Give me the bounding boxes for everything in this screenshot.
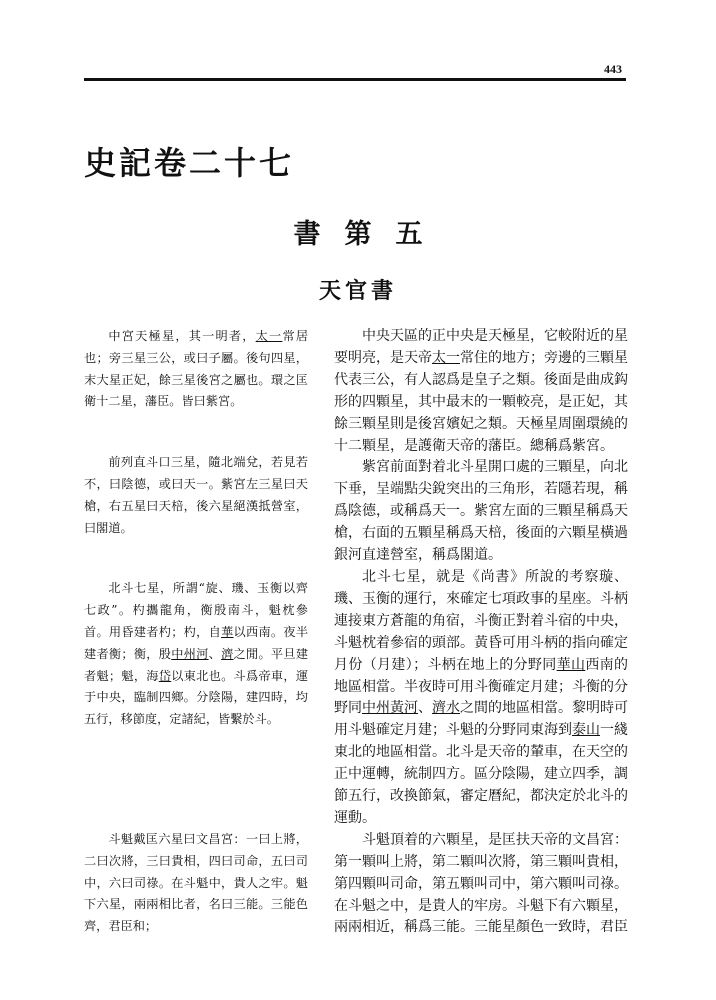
chapter-title: 天官書 [318,279,397,304]
text-run: 常居也；旁三星三公，或曰子屬。後句四星，末大星正妃，餘三星後宮之屬也。環之匡衛十二星，藩臣。皆曰紫宮。 [84,329,309,409]
header-rule [84,78,626,81]
classical-paragraph [84,578,308,731]
text-run: 北斗七星，就是《尚書》所說的考察璇、璣、玉衡的運行，來確定七項政事的星座。斗柄連接東方蒼龍的角宿，斗衡正對着斗宿的中央，斗魁枕着參宿的頭部。黃昏可用斗柄的指向確定月份（月建）；斗柄在地上的分野同 [334,568,628,673]
page-number: 443 [604,62,622,76]
modern-paragraph [334,567,628,830]
text-run: 西南的地區相當。半夜時可用斗衡確定月建；斗衡的分野同 [334,656,629,717]
modern-paragraph: 紫宮前面對着北斗星開口處的三顆星，向北下垂，呈端點尖銳突出的三角形，若隱若現，稱爲陰德，或稱爲天一。紫宮左面的三顆星稱爲天槍，右面的五顆星稱爲天棓，後面的六顆星橫過銀河直達營室，稱爲閣道。 [334,459,628,564]
text-run: 以東北也。斗爲帝車，運于中央，臨制四鄉。分陰陽，建四時，均五行，移節度，定諸紀，皆繫於斗。 [84,668,309,727]
underlined-name: 華 [221,624,234,639]
modern-paragraph [334,326,628,457]
underlined-name: 中州 [362,700,390,717]
text-run: 一綫東北的地區相當。北斗是天帝的輦車，在天空的正中運轉，統制四方。區分陰陽，建立四季，調節五行，改換節氣，審定曆紀，都決定於北斗的運動。 [334,722,628,826]
classical-text-column [84,326,308,938]
underlined-name: 黃河 [390,700,418,717]
section-title: 書第五 [293,219,447,250]
underlined-name: 泰山 [572,722,600,739]
text-run: 北斗七星，所謂“旋、璣、玉衡以齊七政”。杓攜龍角，衡殷南斗，魁枕參首。用昏建者杓；杓，自 [84,581,308,639]
volume-title: 史記卷二十七 [84,144,295,182]
underlined-name: 濟水 [432,700,460,717]
text-run: 中宮天極星，其一明者， [108,329,256,343]
text-run: 之間的地區相當。黎明時可用斗魁確定月建；斗魁的分野同東海到 [334,700,628,739]
text-run: 常住的地方；旁邊的三顆星代表三公，有人認爲是皇子之類。後面是曲成鈎形的四顆星，其中最末的一顆較亮，是正妃，其餘三顆星則是後宮嬪妃之類。天極星周圍環繞的十二顆星，是護衛天帝的藩臣。總稱爲紫宮。 [334,349,628,454]
classical-paragraph: 斗魁戴匡六星曰文昌宮：一曰上將，二曰次將，三曰貴相，四曰司命，五曰司中，六曰司祿。在斗魁中，貴人之牢。魁下六星，兩兩相比者，名曰三能。三能色齊，君臣和； [84,831,308,934]
text-run: 以西南。夜半建者衡；衡，殷 [84,624,309,661]
text-run: 中央天區的正中央是天極星，它較附近的星要明亮，是天帝 [334,328,628,366]
text-run: 之閒。平旦建者魁；魁，海 [84,646,309,683]
underlined-name: 岱 [158,668,172,683]
classical-paragraph [84,326,308,413]
classical-paragraph: 前列直斗口三星，隨北端兌，若見若不，曰陰德，或曰天一。紫宮左三星曰天槍，右五星曰天棓，後六星絕漢抵營室，曰閣道。 [84,455,308,535]
underlined-name: 太一 [432,349,460,366]
modern-translation-column [334,326,628,939]
underlined-name: 河 [196,646,209,661]
modern-paragraph: 斗魁頂着的六顆星，是匡扶天帝的文昌宮：第一顆叫上將，第二顆叫次將，第三顆叫貴相，第四顆叫司命，第五顆叫司中，第六顆叫司祿。在斗魁之中，是貴人的牢房。斗魁下有六顆星，兩兩相近，稱爲三能。三能星顏色一致時，君臣 [334,831,628,936]
underlined-name: 中州 [171,646,197,661]
underlined-name: 太一 [255,329,283,343]
underlined-name: 濟 [221,646,234,661]
underlined-name: 華山 [556,656,586,673]
text-run: 、 [418,700,432,717]
text-run: 、 [208,646,222,661]
